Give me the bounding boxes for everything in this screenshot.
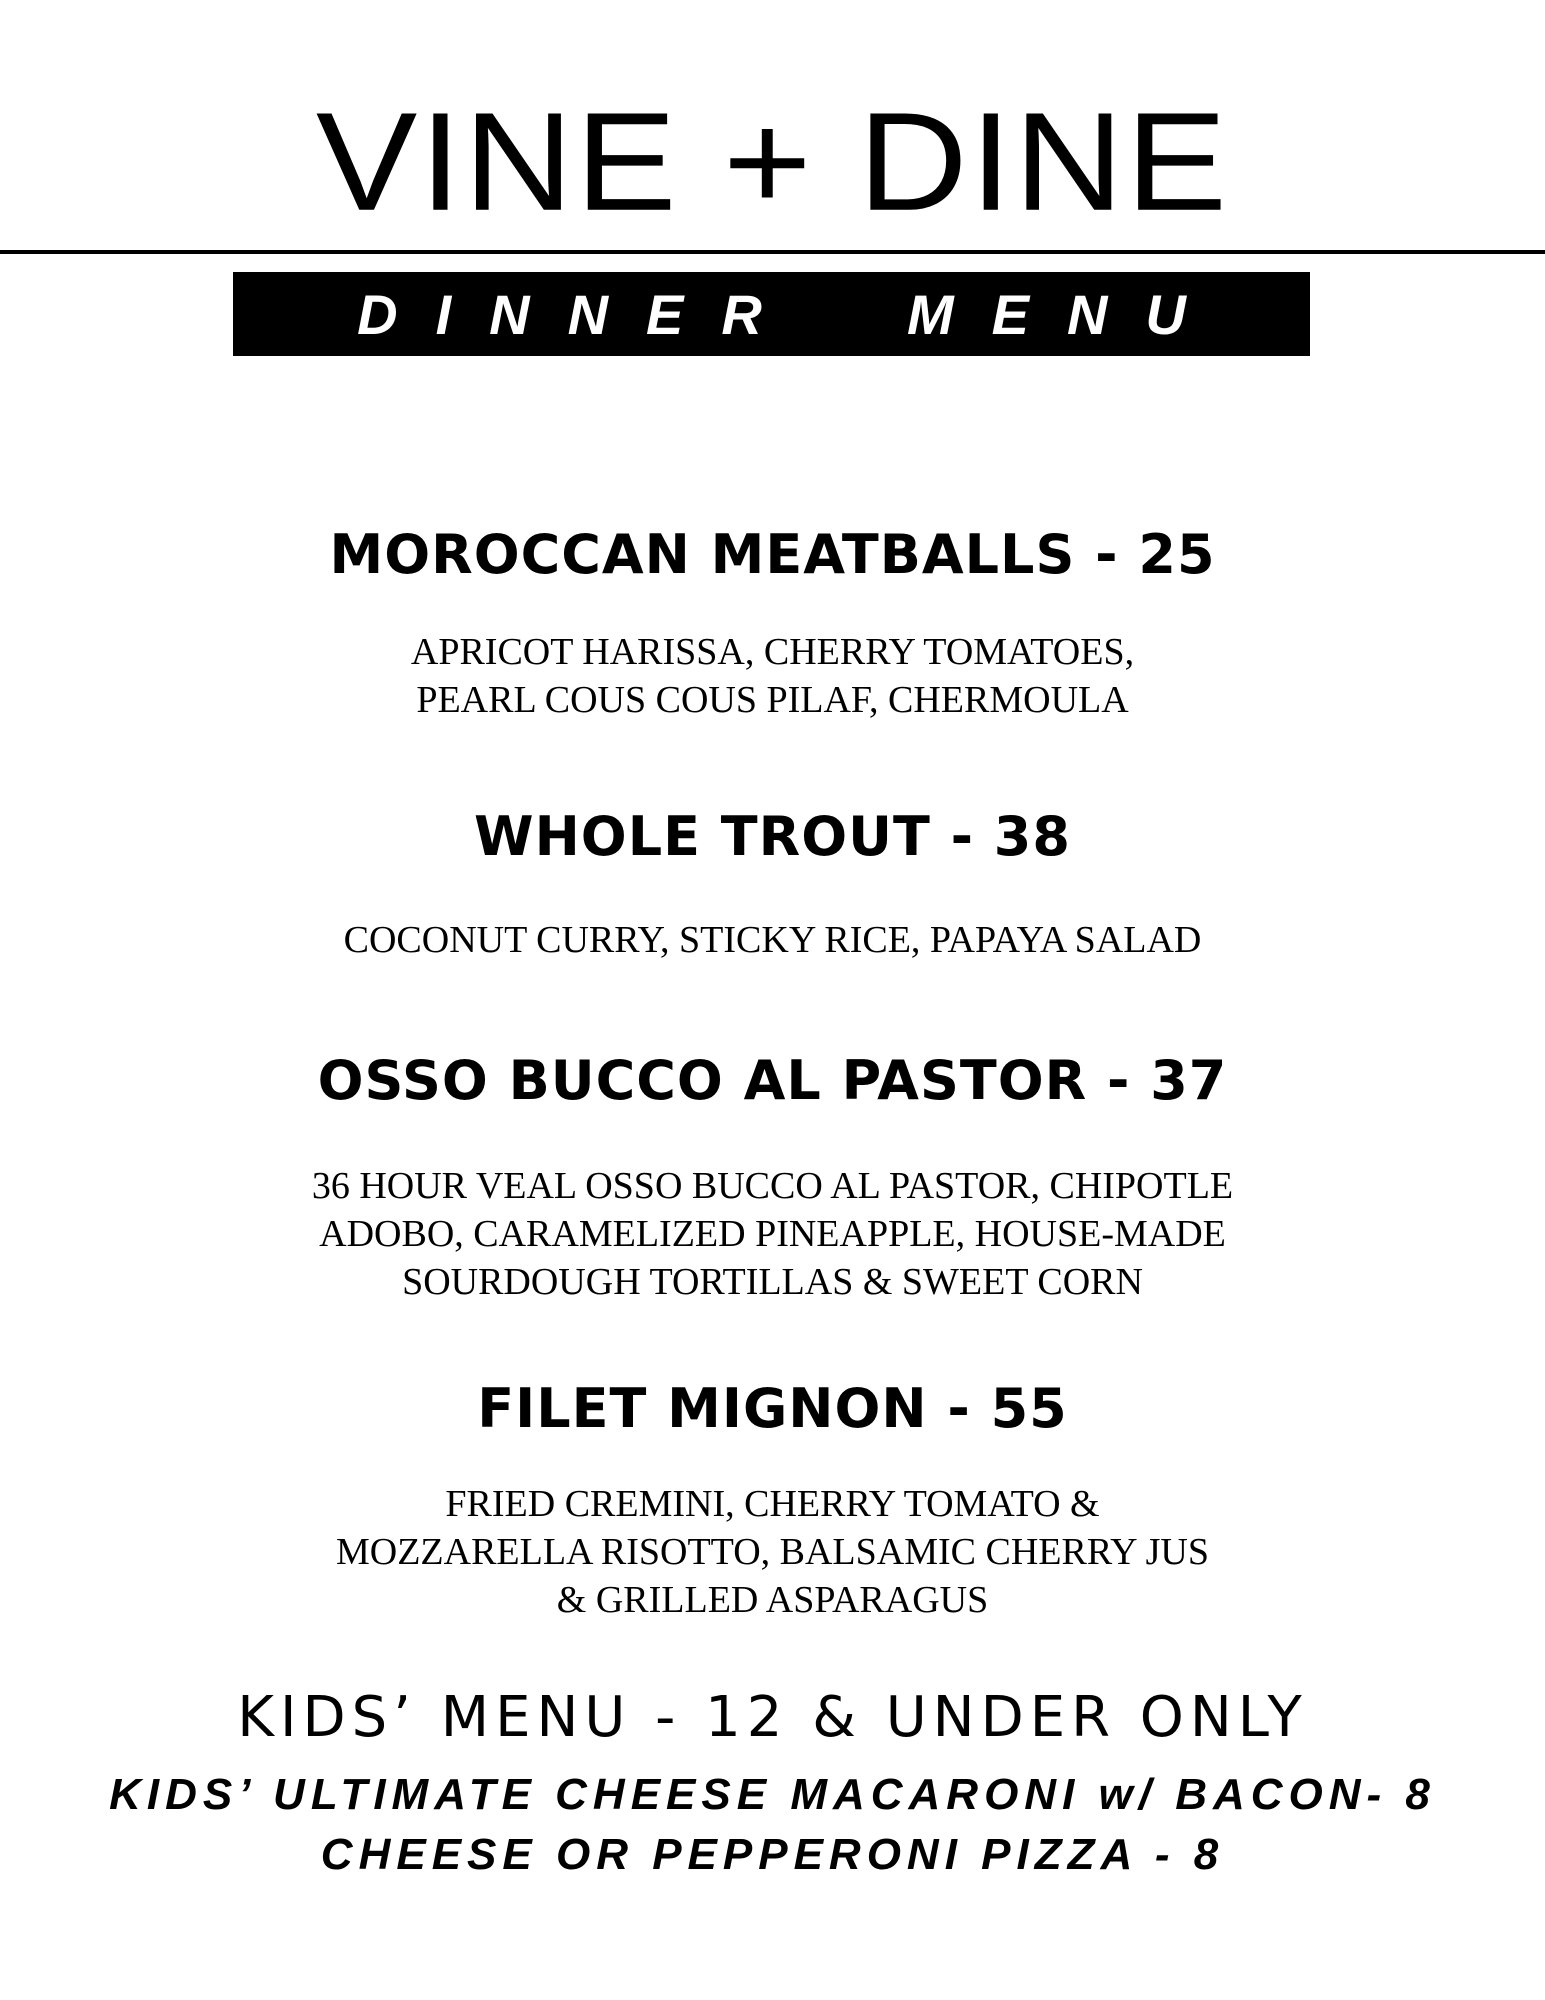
description-line: & GRILLED ASPARAGUS bbox=[556, 1579, 989, 1621]
menu-title: DINNER MENU bbox=[357, 282, 1224, 346]
menu-item-description bbox=[0, 1162, 1545, 1306]
menu-item-description bbox=[0, 628, 1545, 724]
menu-item-name: OSSO BUCCO AL PASTOR - 37 bbox=[317, 1049, 1228, 1112]
menu-item-name: MOROCCAN MEATBALLS - 25 bbox=[329, 523, 1216, 586]
header-divider bbox=[0, 250, 1545, 254]
description-line: FRIED CREMINI, CHERRY TOMATO & bbox=[445, 1483, 1100, 1525]
menu-item-description bbox=[0, 1480, 1545, 1624]
description-line: APRICOT HARISSA, CHERRY TOMATOES, bbox=[410, 631, 1135, 673]
kids-menu-item: CHEESE OR PEPPERONI PIZZA - 8 bbox=[320, 1830, 1225, 1879]
description-line: COCONUT CURRY, STICKY RICE, PAPAYA SALAD bbox=[343, 919, 1202, 961]
menu-item-description bbox=[0, 916, 1545, 964]
menu-item-name: WHOLE TROUT - 38 bbox=[474, 805, 1071, 868]
restaurant-logo: VINE + DINE bbox=[315, 83, 1230, 241]
description-line: PEARL COUS COUS PILAF, CHERMOULA bbox=[416, 679, 1129, 721]
menu-title-banner bbox=[233, 272, 1310, 356]
kids-menu-item: KIDS’ ULTIMATE CHEESE MACARONI w/ BACON- 8 bbox=[109, 1770, 1436, 1819]
description-line: SOURDOUGH TORTILLAS & SWEET CORN bbox=[402, 1261, 1143, 1303]
description-line: 36 HOUR VEAL OSSO BUCCO AL PASTOR, CHIPOTLE bbox=[311, 1165, 1234, 1207]
description-line: ADOBO, CARAMELIZED PINEAPPLE, HOUSE-MADE bbox=[319, 1213, 1226, 1255]
description-line: MOZZARELLA RISOTTO, BALSAMIC CHERRY JUS bbox=[335, 1531, 1210, 1573]
menu-item-name: FILET MIGNON - 55 bbox=[477, 1377, 1068, 1440]
kids-menu-title: KIDS’ MENU - 12 & UNDER ONLY bbox=[237, 1685, 1308, 1750]
